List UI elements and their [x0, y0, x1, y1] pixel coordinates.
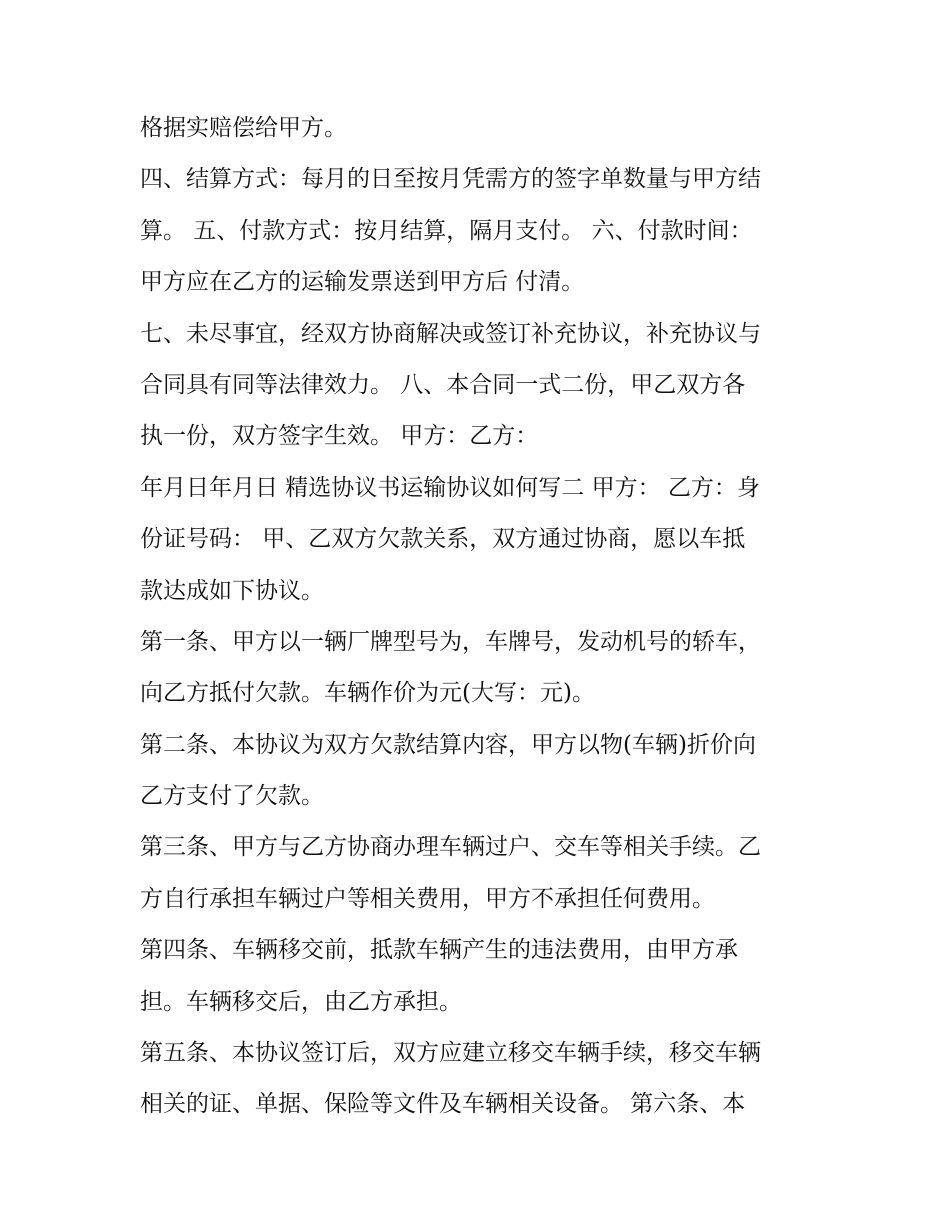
text-line: 七、未尽事宜，经双方协商解决或签订补充协议，补充协议与 — [140, 320, 761, 347]
text-line: 年月日年月日 精选协议书运输协议如何写二 甲方： 乙方：身 — [140, 474, 760, 501]
text-line: 合同具有同等法律效力。 八、本合同一式二份，甲乙双方各 — [140, 371, 746, 398]
text-line: 担。车辆移交后，由乙方承担。 — [140, 988, 462, 1015]
text-line: 份证号码： 甲、乙双方欠款关系，双方通过协商，愿以车抵 — [140, 526, 746, 553]
document-body — [140, 103, 820, 1131]
text-line: 第三条、甲方与乙方协商办理车辆过户、交车等相关手续。乙 — [140, 834, 761, 861]
text-line: 款达成如下协议。 — [140, 577, 324, 604]
text-line: 向乙方抵付欠款。车辆作价为元(大写：元)。 — [140, 680, 595, 707]
text-line: 格据实赔偿给甲方。 — [140, 115, 347, 141]
text-line: 乙方支付了欠款。 — [140, 783, 324, 810]
text-line: 四、结算方式：每月的日至按月凭需方的签字单数量与甲方结 — [140, 166, 761, 193]
text-line: 第五条、本协议签订后，双方应建立移交车辆手续，移交车辆 — [140, 1040, 761, 1067]
text-line: 甲方应在乙方的运输发票送到甲方后 付清。 — [140, 269, 585, 296]
text-line: 第一条、甲方以一辆厂牌型号为，车牌号，发动机号的轿车， — [140, 628, 761, 655]
text-line: 第四条、车辆移交前，抵款车辆产生的违法费用，由甲方承 — [140, 937, 738, 964]
text-line: 相关的证、单据、保险等文件及车辆相关设备。 第六条、本 — [140, 1091, 746, 1118]
text-line: 执一份，双方签字生效。 甲方：乙方： — [140, 423, 539, 450]
text-line: 第二条、本协议为双方欠款结算内容，甲方以物(车辆)折价向 — [140, 731, 756, 758]
text-line: 方自行承担车辆过户等相关费用，甲方不承担任何费用。 — [140, 885, 715, 912]
text-line: 算。 五、付款方式：按月结算，隔月支付。 六、付款时间： — [140, 217, 753, 244]
